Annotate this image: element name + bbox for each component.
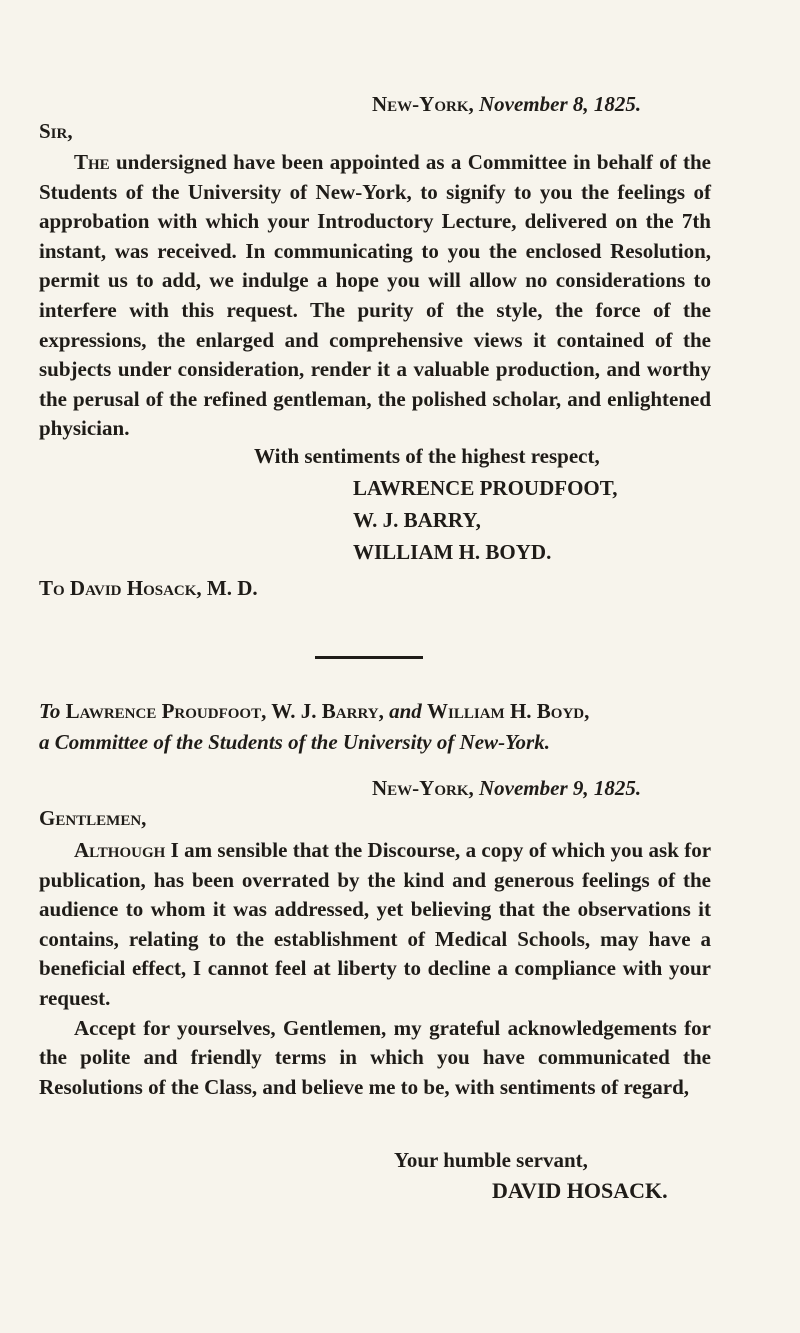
letter2-signature: DAVID HOSACK. (492, 1178, 668, 1203)
letter2-closing: Your humble servant, (394, 1148, 588, 1172)
letter2-lead-word: Although (74, 838, 166, 862)
letter2-dateline-date: November 9, 1825. (479, 776, 642, 800)
letter2-address-line2: a Committee of the Students of the University of New-York. (39, 730, 550, 754)
letter2-dateline-place: New-York, (372, 776, 474, 800)
letter2-body1-text: I am sensible that the Discourse, a copy of which you ask for publication, has been overrated by the kind and generous feelings of the audience to whom it was addressed, yet believing that the observations it contains, relating to the establishment of Medical Schools, may have a beneficial effect, I cannot feel at liberty to decline a compliance with your request. (39, 838, 712, 1010)
letter1-body-text: undersigned have been appointed as a Committee in behalf of the Students of the University of New-York, to signify to you the feelings of approbation with which your Introductory Lecture, delivered on the 7th instant, was received. In communicating to you the enclosed Resolution, permit us to add, we indulge a hope you will allow no considerations to interfere with this request. The purity of the style, the force of the expressions, the enlarged and comprehensive views it contained of the subjects under consideration, render it a valuable production, and worthy the perusal of the refined gentleman, the polished scholar, and enlightened physician. (39, 150, 712, 441)
letter2-body (39, 836, 711, 1102)
letter2-address-line1 (39, 697, 589, 725)
letter2-address-and: and (389, 699, 422, 723)
letter2-salutation: Gentlemen, (39, 806, 147, 830)
letter2-body2-text: Accept for yourselves, Gentlemen, my grateful acknowledgements for the polite and friendly terms in which you have communicated the Resolutions of the Class, and believe me to be, with sentiments of regard, (39, 1015, 711, 1099)
letter1-salutation: Sir, (39, 119, 73, 143)
letter1-lead-word: The (74, 150, 110, 174)
letter1-signatory-1: LAWRENCE PROUDFOOT, (353, 476, 618, 500)
letter1-closing: With sentiments of the highest respect, (254, 444, 600, 468)
letter1-dateline-date: November 8, 1825. (479, 92, 642, 116)
letter1-body (39, 148, 711, 444)
letter1-dateline-place: New-York, (372, 92, 474, 116)
letter1-addressee: To David Hosack, M. D. (39, 576, 258, 600)
letter2-dateline (372, 774, 641, 802)
letter1-signatory-3: WILLIAM H. BOYD. (353, 540, 552, 564)
letter2-address-names: Lawrence Proudfoot, W. J. Barry, (65, 699, 384, 723)
letter2-address-names2: William H. Boyd, (427, 699, 590, 723)
letter1-dateline (372, 90, 641, 118)
letter1-signatory-2: W. J. BARRY, (353, 508, 481, 532)
letter2-address-to: To (39, 699, 61, 723)
section-divider (315, 656, 423, 659)
